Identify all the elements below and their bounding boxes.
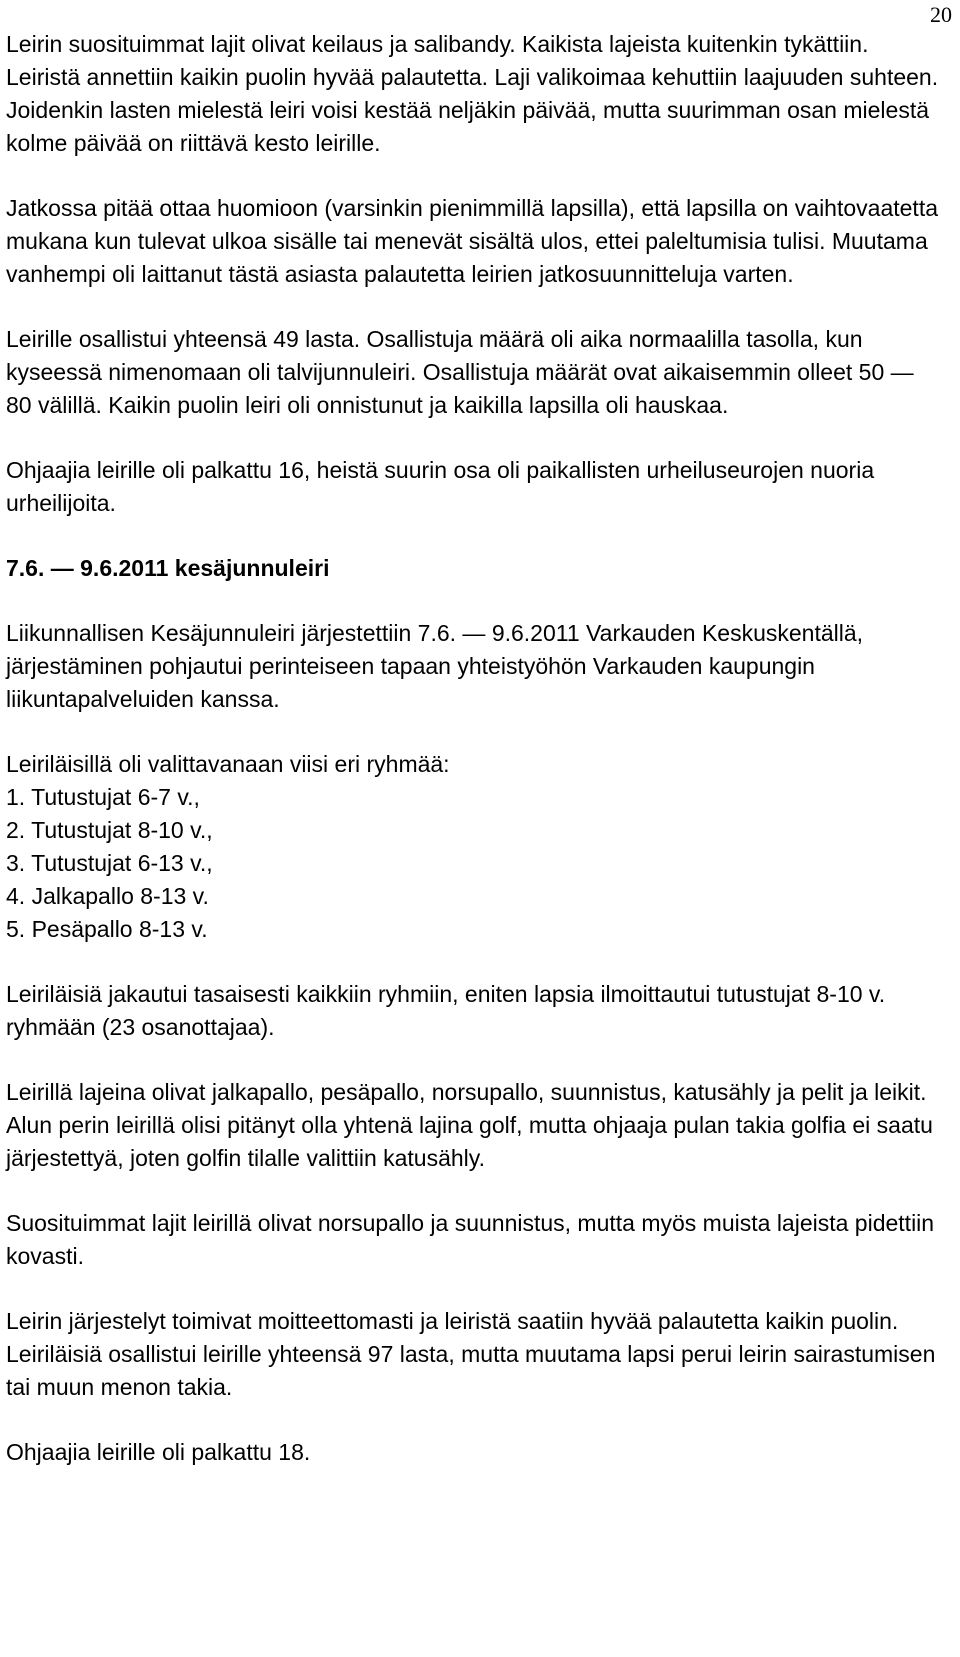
list-item: 3. Tutustujat 6-13 v., — [6, 850, 213, 876]
section-heading: 7.6. — 9.6.2011 kesäjunnuleiri — [6, 555, 330, 581]
paragraph-sports-list: Leirillä lajeina olivat jalkapallo, pesäpallo, norsupallo, suunnistus, katusähly ja pelit ja leikit. Alun perin leirillä olisi pitänyt olla yhtenä lajina golf, mutta ohjaaja pulan takia golfia ei saatu järjestettyä, joten golfin tilalle valittiin katusähly. — [6, 1079, 933, 1171]
list-item: 2. Tutustujat 8-10 v., — [6, 817, 213, 843]
list-item: 1. Tutustujat 6-7 v., — [6, 784, 200, 810]
paragraph-instructors: Ohjaajia leirille oli palkattu 16, heistä suurin osa oli paikallisten urheiluseurojen nuoria urheilijoita. — [6, 457, 875, 516]
list-item: 5. Pesäpallo 8-13 v. — [6, 916, 208, 942]
page-number: 20 — [930, 2, 952, 27]
paragraph-popular-sports: Suosituimmat lajit leirillä olivat norsupallo ja suunnistus, mutta myös muista lajeista pidettiin kovasti. — [6, 1210, 935, 1269]
paragraph-group-distribution: Leiriläisiä jakautui tasaisesti kaikkiin ryhmiin, eniten lapsia ilmoittautui tutustujat 8-10 v. ryhmään (23 osanottajaa). — [6, 981, 886, 1040]
paragraph-sports-feedback: Leirin suosituimmat lajit olivat keilaus ja salibandy. Kaikista lajeista kuitenkin tykättiin. Leiristä annettiin kaikin puolin hyvää palautetta. Laji valikoimaa kehuttiin laajuuden suhteen. Joidenkin lasten mielestä leiri voisi kestää neljäkin päivää, mutta suurimman osan mielestä kolme päivää on riittävä kesto leirille. — [6, 31, 939, 156]
paragraph-instructors-hired: Ohjaajia leirille oli palkattu 18. — [6, 1439, 311, 1465]
document-body — [6, 28, 941, 1501]
groups-intro: Leiriläisillä oli valittavanaan viisi eri ryhmää: — [6, 751, 450, 777]
paragraph-participants: Leirille osallistui yhteensä 49 lasta. Osallistuja määrä oli aika normaalilla tasolla, kun kyseessä nimenomaan oli talvijunnuleiri. Osallistuja määrät ovat aikaisemmin olleet 50 — 80 välillä. Kaikin puolin leiri oli onnistunut ja kaikilla lapsilla oli hauskaa. — [6, 326, 914, 418]
paragraph-arrangements: Leirin järjestelyt toimivat moitteettomasti ja leiristä saatiin hyvää palautetta kaikin puolin. Leiriläisiä osallistui leirille yhteensä 97 lasta, mutta muutama lapsi perui leirin sairastumisen tai muun menon takia. — [6, 1308, 936, 1400]
paragraph-clothing-note: Jatkossa pitää ottaa huomioon (varsinkin pienimmillä lapsilla), että lapsilla on vaihtovaatetta mukana kun tulevat ulkoa sisälle tai menevät sisältä ulos, ettei paleltumisia tulisi. Muutama vanhempi oli laittanut tästä asiasta palautetta leirien jatkosuunnitteluja varten. — [6, 195, 938, 287]
list-item: 4. Jalkapallo 8-13 v. — [6, 883, 209, 909]
paragraph-section-intro: Liikunnallisen Kesäjunnuleiri järjestettiin 7.6. — 9.6.2011 Varkauden Keskuskentällä, järjestäminen pohjautui perinteiseen tapaan yhteistyöhön Varkauden kaupungin liikuntapalveluiden kanssa. — [6, 620, 864, 712]
groups-list — [6, 781, 941, 946]
